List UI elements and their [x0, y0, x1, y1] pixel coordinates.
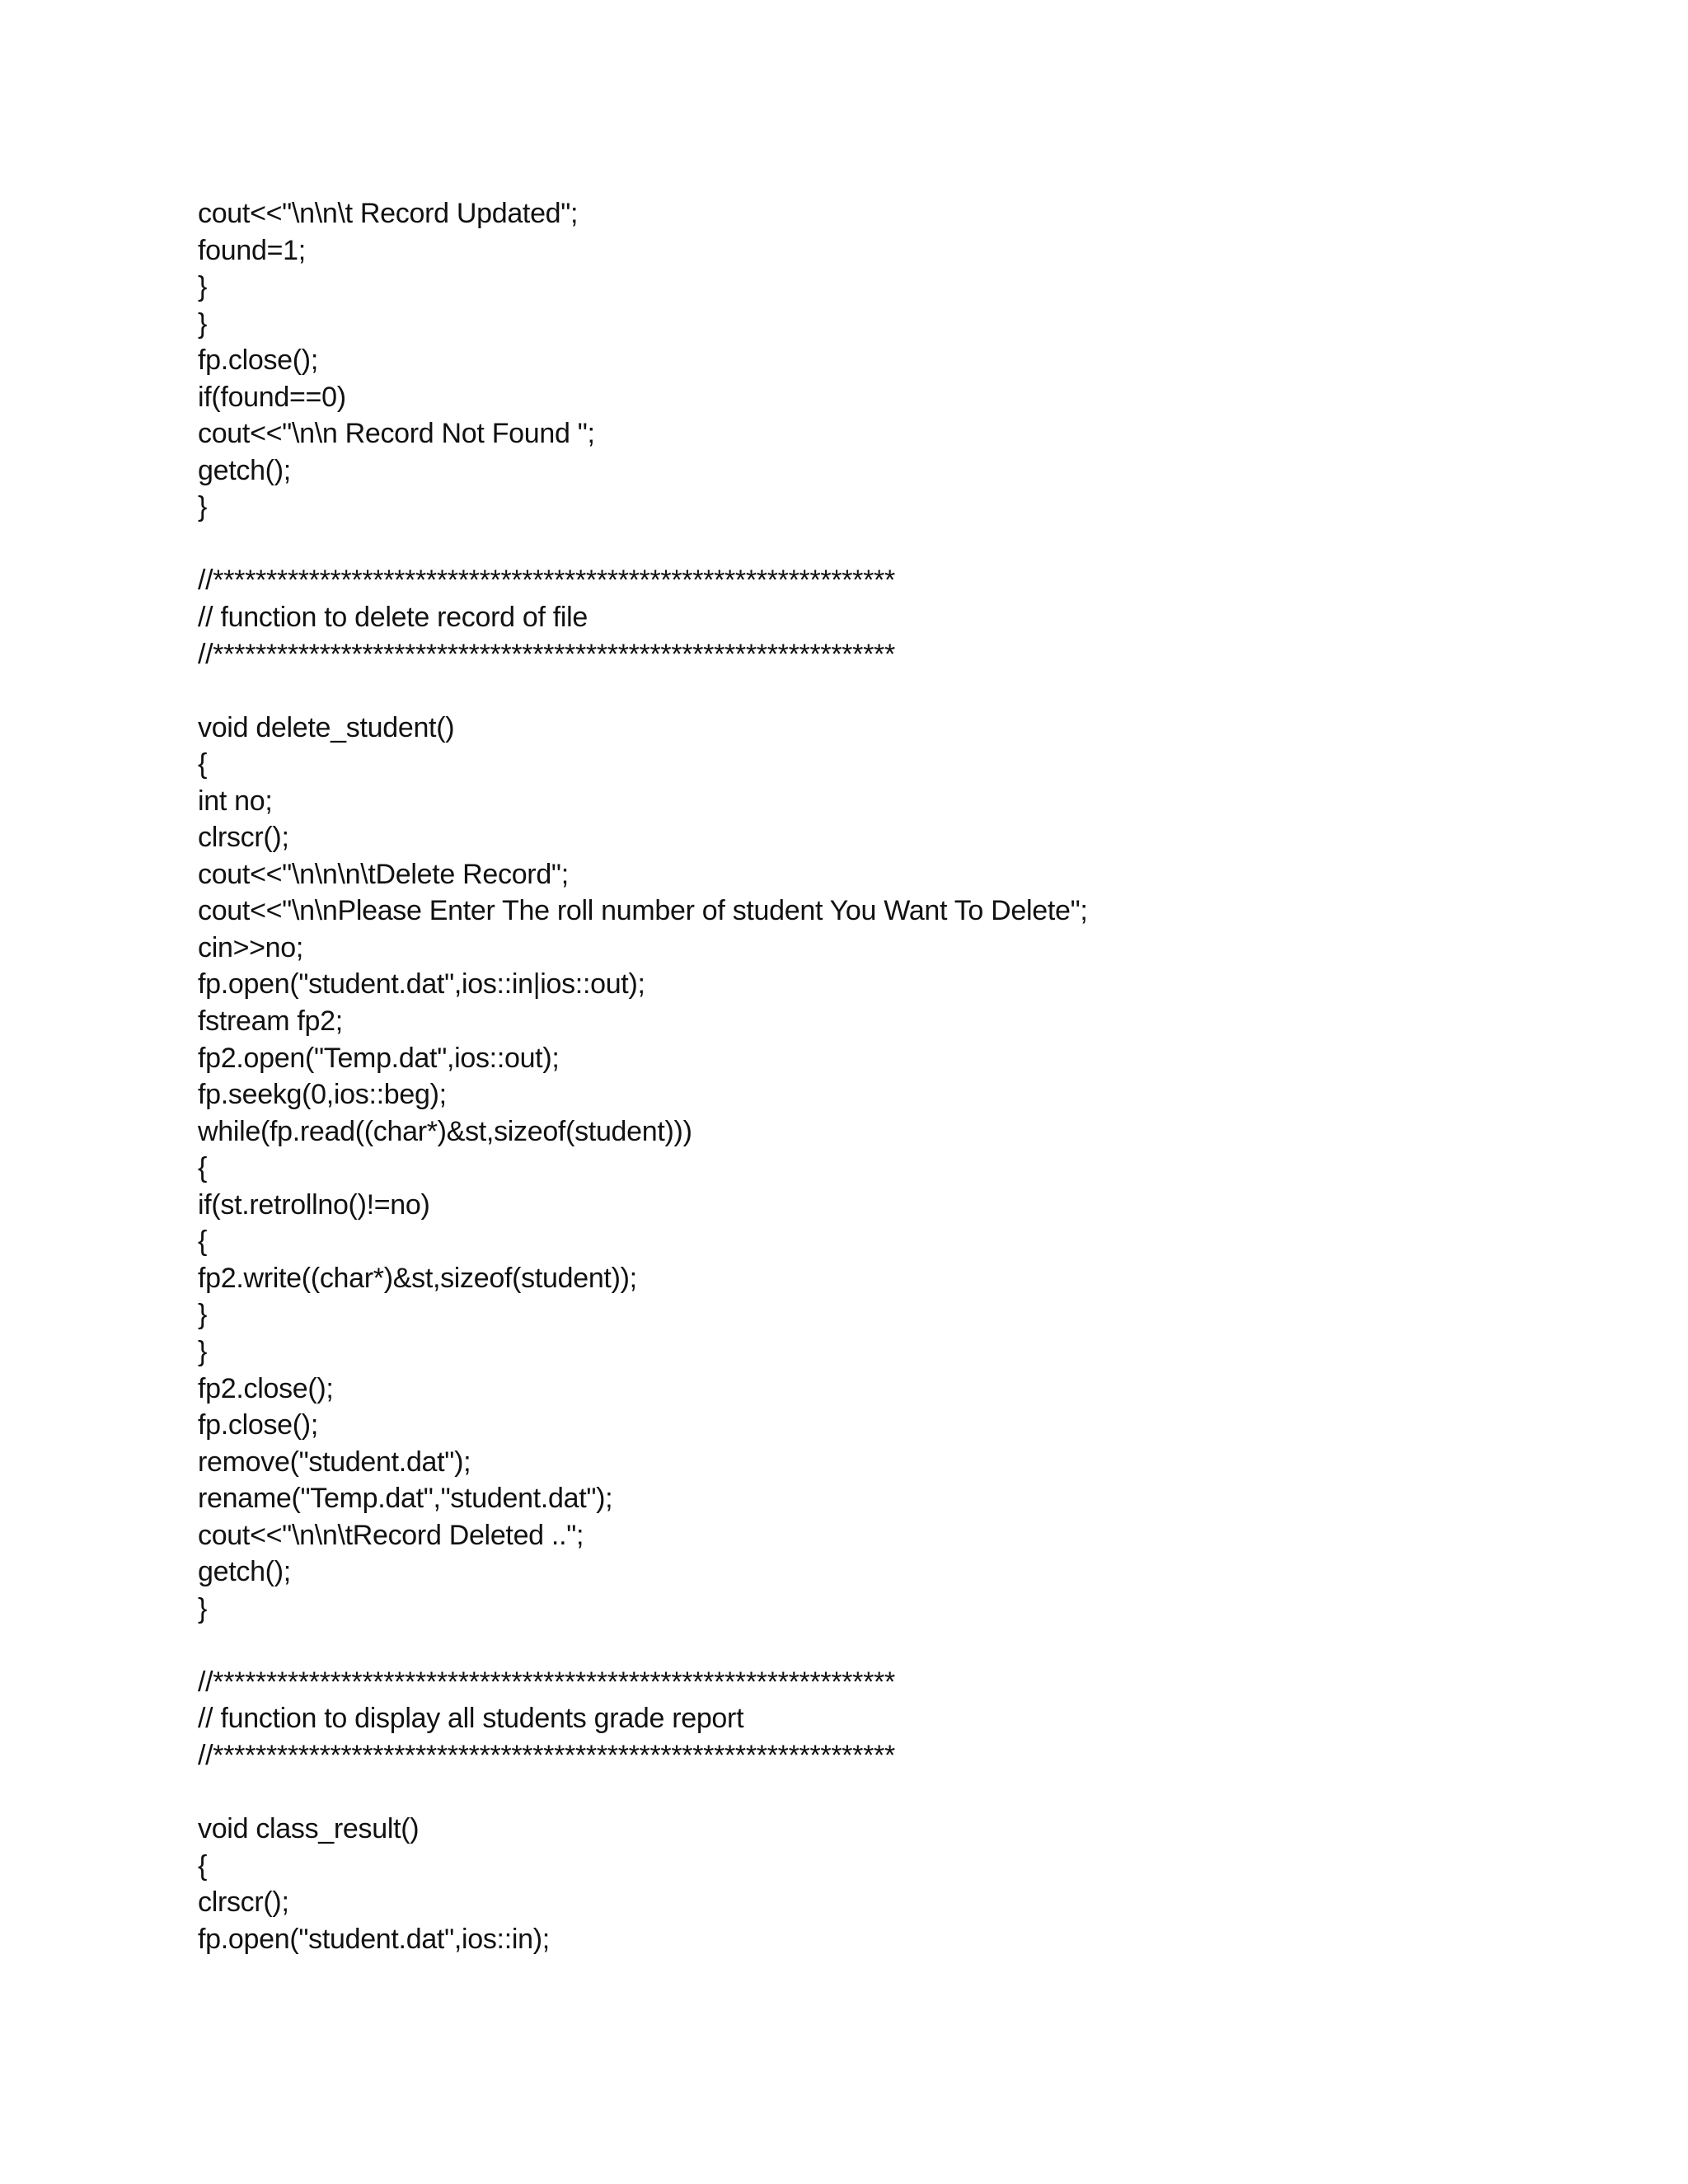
function-signature: void class_result() — [198, 1813, 420, 1845]
code-line: { — [198, 1152, 208, 1184]
code-line: fp2.open("Temp.dat",ios::out); — [198, 1042, 560, 1074]
blank-line — [198, 673, 1550, 710]
code-listing — [198, 195, 1550, 1957]
code-line: } — [198, 271, 208, 303]
code-line: { — [198, 1226, 208, 1258]
code-line: clrscr(); — [198, 822, 289, 854]
code-line: cin>>no; — [198, 931, 304, 963]
comment-rule: //**************************************************************** — [198, 1739, 895, 1771]
code-line: } — [198, 307, 208, 340]
code-line: if(st.retrollno()!=no) — [198, 1188, 430, 1221]
code-line: clrscr(); — [198, 1886, 289, 1919]
code-line: cout<<"\n\nPlease Enter The roll number of student You Want To Delete"; — [198, 895, 1088, 927]
code-line: fp2.close(); — [198, 1372, 334, 1404]
code-line: if(found==0) — [198, 381, 346, 413]
blank-line — [198, 1774, 1550, 1811]
code-line: { — [198, 748, 208, 780]
code-line: getch(); — [198, 1556, 291, 1588]
comment-rule: //**************************************************************** — [198, 638, 895, 670]
code-line: cout<<"\n\n\t Record Updated"; — [198, 198, 579, 229]
code-line: fp.seekg(0,ios::beg); — [198, 1079, 447, 1111]
code-line: fp.close(); — [198, 344, 318, 377]
comment-heading: // function to display all students grade report — [198, 1703, 744, 1735]
comment-rule: //**************************************************************** — [198, 1666, 895, 1698]
code-line: } — [198, 1592, 208, 1624]
code-line: int no; — [198, 785, 273, 817]
code-line: } — [198, 1299, 208, 1331]
code-line: fp2.write((char*)&st,sizeof(student)); — [198, 1262, 637, 1294]
code-line: rename("Temp.dat","student.dat"); — [198, 1483, 613, 1515]
code-line: remove("student.dat"); — [198, 1446, 471, 1478]
code-line: cout<<"\n\n\tRecord Deleted .."; — [198, 1519, 584, 1551]
comment-heading: // function to delete record of file — [198, 602, 588, 634]
code-line: found=1; — [198, 234, 306, 266]
blank-line — [198, 1627, 1550, 1664]
code-line: cout<<"\n\n Record Not Found "; — [198, 418, 595, 450]
code-line: while(fp.read((char*)&st,sizeof(student))) — [198, 1115, 692, 1147]
code-line: } — [198, 491, 208, 523]
comment-rule: //**************************************************************** — [198, 565, 895, 597]
code-line: fp.close(); — [198, 1409, 318, 1441]
code-line: getch(); — [198, 454, 291, 486]
code-line: fstream fp2; — [198, 1005, 343, 1038]
code-line: } — [198, 1335, 208, 1367]
blank-line — [198, 526, 1550, 563]
code-line: fp.open("student.dat",ios::in|ios::out); — [198, 968, 645, 1001]
function-signature: void delete_student() — [198, 711, 455, 743]
code-line: fp.open("student.dat",ios::in); — [198, 1923, 550, 1955]
code-line: { — [198, 1849, 208, 1882]
code-line: cout<<"\n\n\n\tDelete Record"; — [198, 858, 569, 890]
